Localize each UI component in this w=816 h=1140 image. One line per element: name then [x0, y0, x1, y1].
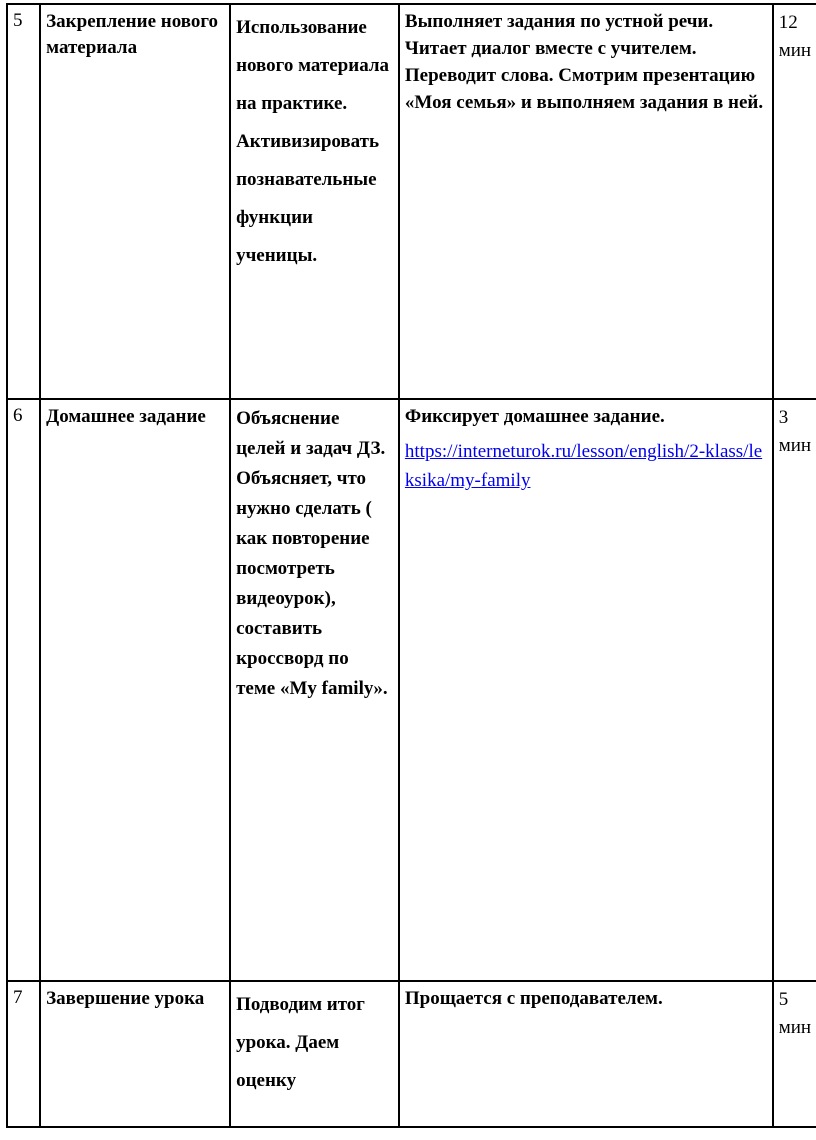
- time-cell: 12 мин: [773, 4, 816, 399]
- stage-cell: Домашнее задание: [40, 399, 230, 981]
- teacher-activity-cell: Использование нового материала на практике. Активизировать познавательные функции ученицы.: [230, 4, 399, 399]
- teacher-activity-cell: Объяснение целей и задач ДЗ. Объясняет, что нужно сделать ( как повторение посмотреть видеоурок), составить кроссворд по теме «My family».: [230, 399, 399, 981]
- homework-link[interactable]: https://interneturok.ru/lesson/english/2-klass/leksika/my-family: [404, 440, 763, 492]
- student-activity-cell: Выполняет задания по устной речи. Читает диалог вместе с учителем. Переводит слова. Смотрим презентацию «Моя семья» и выполняем задания в ней.: [399, 4, 773, 399]
- row-number-cell: 7: [7, 981, 40, 1127]
- table-row: [7, 4, 816, 399]
- table-row: [7, 399, 816, 981]
- stage-cell: Закрепление нового материала: [40, 4, 230, 399]
- table-row: [7, 981, 816, 1127]
- time-cell: 5 мин: [773, 981, 816, 1127]
- student-activity-cell: Прощается с преподавателем.: [399, 981, 773, 1127]
- homework-note: Фиксирует домашнее задание.: [404, 406, 665, 427]
- row-number-cell: 5: [7, 4, 40, 399]
- lesson-plan-table: [6, 3, 816, 1128]
- student-activity-cell: [399, 399, 773, 981]
- time-cell: 3 мин: [773, 399, 816, 981]
- stage-cell: Завершение урока: [40, 981, 230, 1127]
- row-number-cell: 6: [7, 399, 40, 981]
- teacher-activity-cell: Подводим итог урока. Даем оценку: [230, 981, 399, 1127]
